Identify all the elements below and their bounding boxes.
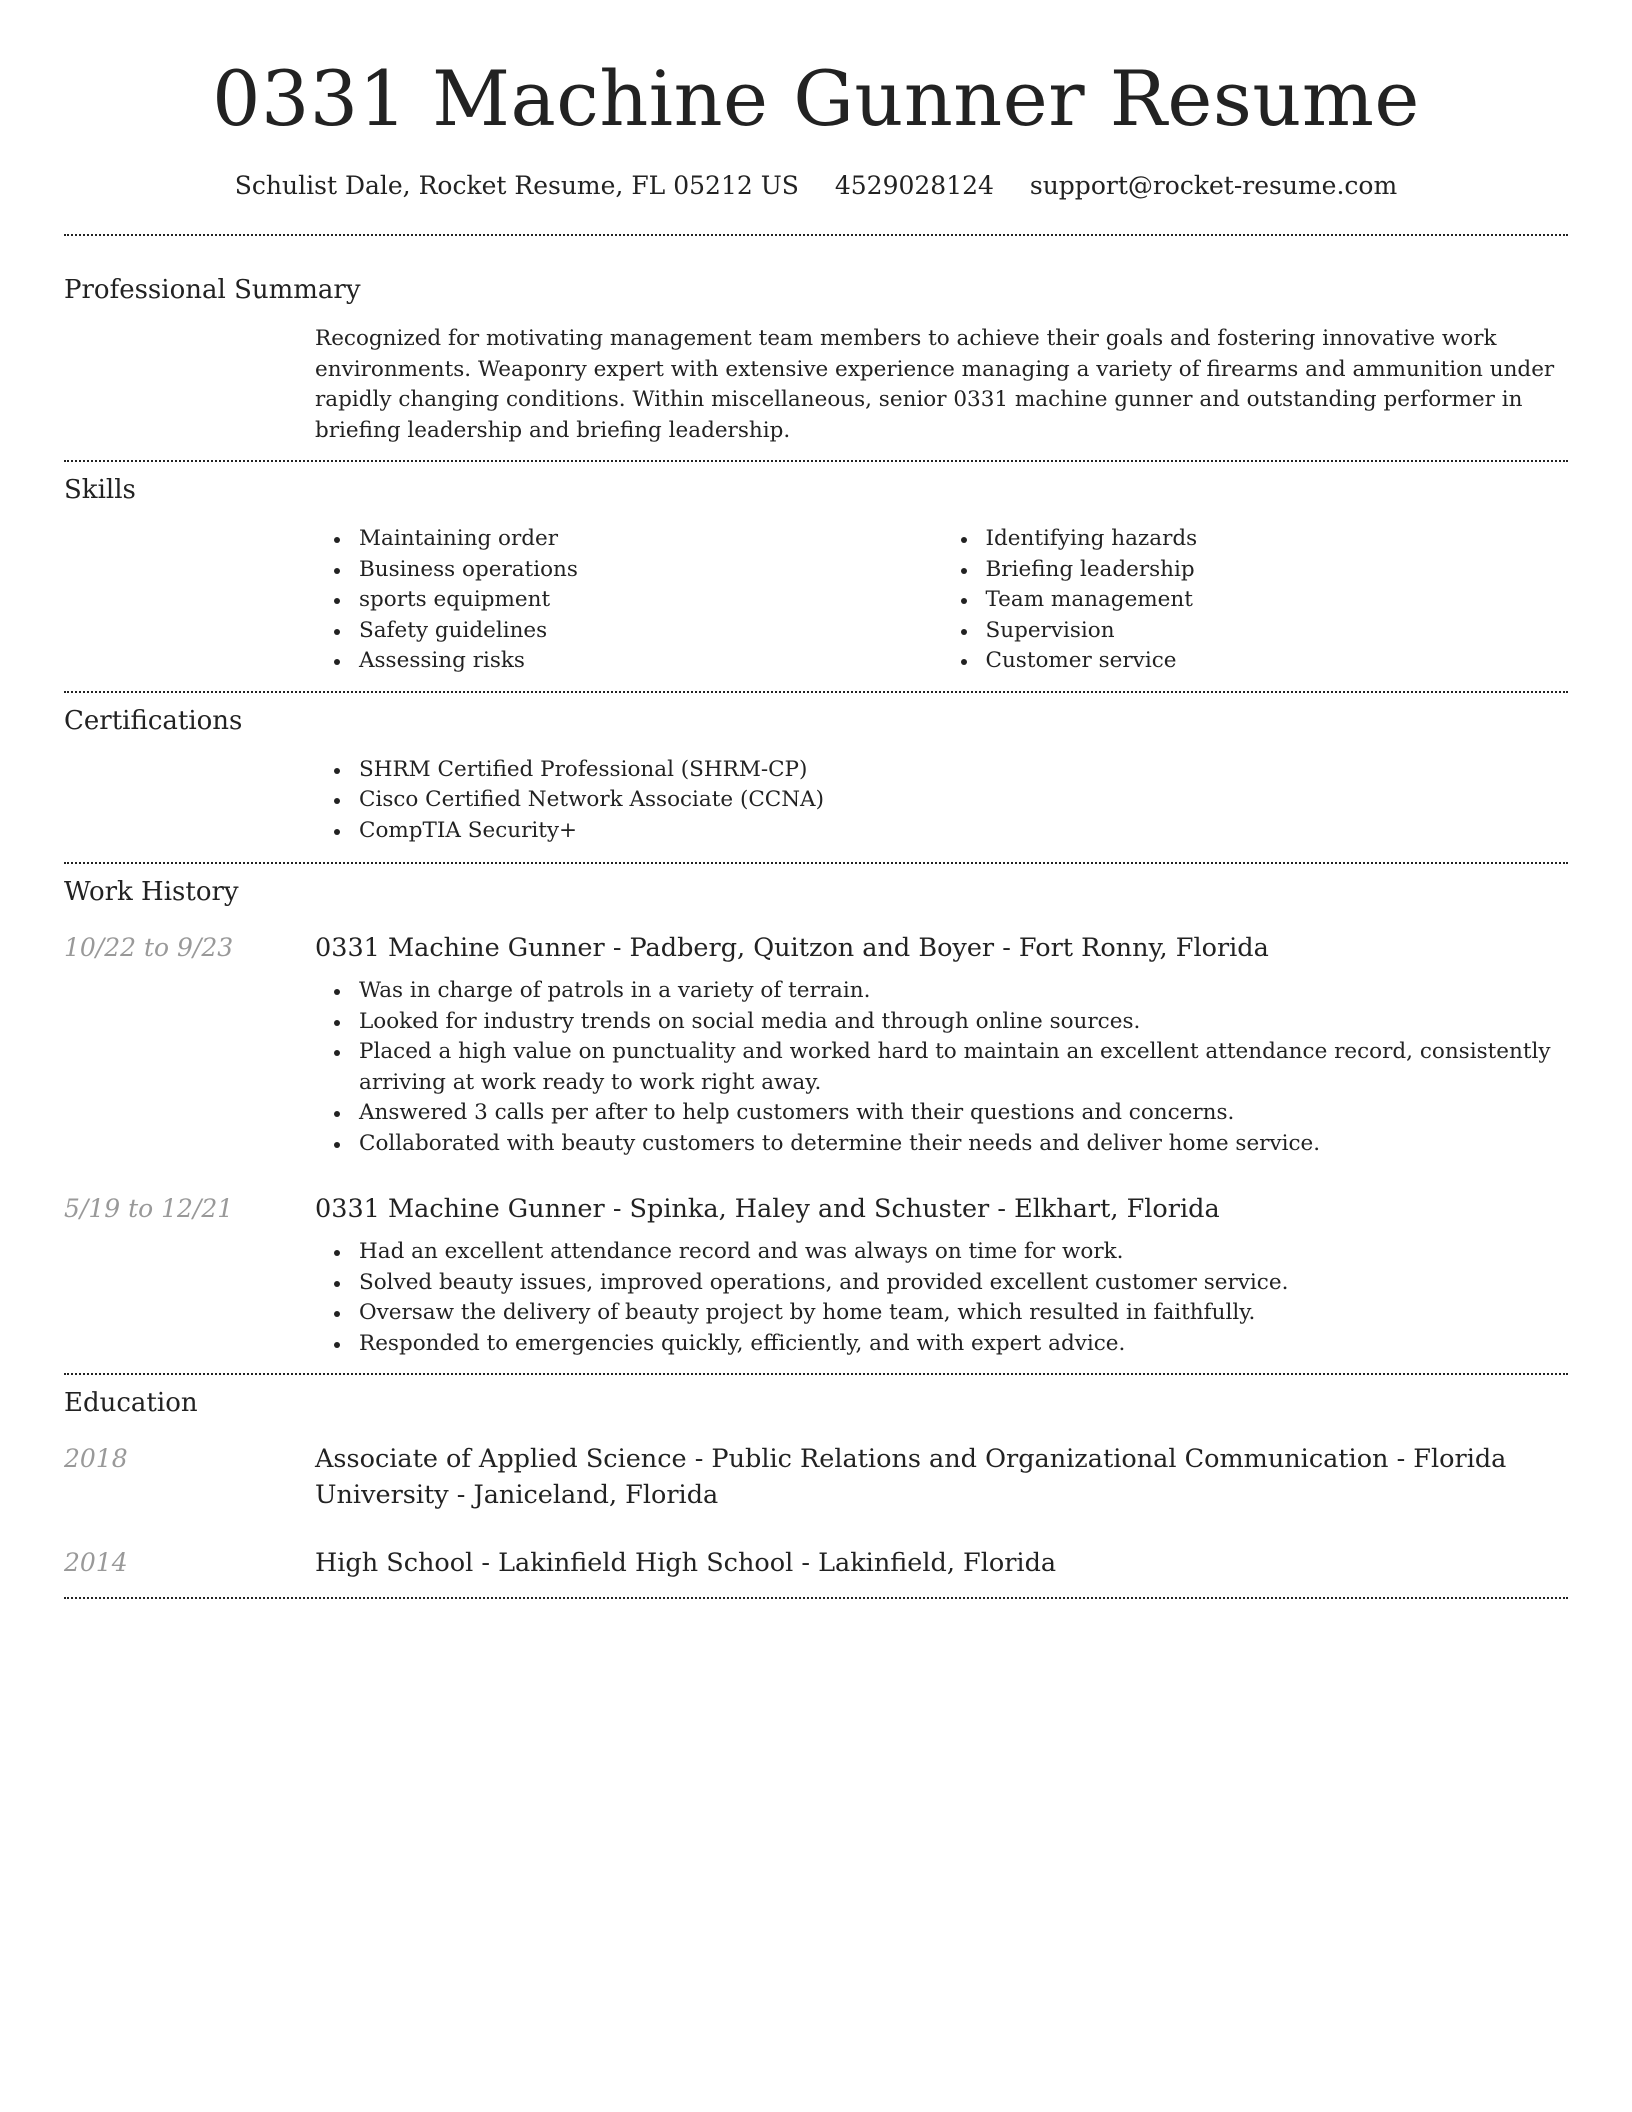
list-item: Assessing risks — [359, 646, 942, 677]
school-detail: - Florida University - Janiceland, Florida — [315, 1444, 1507, 1510]
list-item: SHRM Certified Professional (SHRM-CP) — [359, 755, 1568, 786]
list-item: CompTIA Security+ — [359, 816, 1568, 847]
education-heading-line — [315, 1441, 1568, 1513]
work-entry — [64, 930, 1568, 1159]
summary-heading: Professional Summary — [64, 275, 361, 305]
education-heading-line — [315, 1545, 1568, 1581]
section-divider — [64, 1597, 1568, 1599]
skills-list-right — [942, 524, 1569, 677]
certifications-heading: Certifications — [64, 705, 243, 736]
list-item: Supervision — [986, 616, 1569, 647]
education-entry — [64, 1545, 1568, 1581]
degree-title: High School - Lakinfield High School — [315, 1548, 794, 1578]
job-employer: - Padberg, Quitzon and Boyer - Fort Ronny, Florida — [604, 933, 1269, 963]
job-employer: - Spinka, Haley and Schuster - Elkhart, Florida — [604, 1194, 1220, 1224]
certifications-list-wrap — [315, 755, 1568, 847]
list-item: Was in charge of patrols in a variety of terrain. — [359, 976, 1568, 1007]
certifications-section — [64, 693, 1568, 847]
education-heading: Education — [64, 1388, 198, 1418]
skills-list-left — [315, 524, 942, 677]
job-bullets — [315, 1237, 1568, 1359]
degree-title: Associate of Applied Science - Public Relations and Organizational Communication — [315, 1444, 1389, 1474]
education-entry — [64, 1441, 1568, 1513]
work-entry-main — [315, 930, 1568, 1159]
work-heading-line — [315, 930, 1568, 966]
skills-heading: Skills — [64, 475, 136, 505]
work-heading: Work History — [64, 877, 239, 907]
contact-phone: 4529028124 — [834, 171, 994, 200]
list-item: Briefing leadership — [986, 555, 1569, 586]
list-item: Answered 3 calls per after to help customers with their questions and concerns. — [359, 1098, 1568, 1129]
list-item: Collaborated with beauty customers to determine their needs and deliver home service. — [359, 1129, 1568, 1160]
list-item: Solved beauty issues, improved operations, and provided excellent customer service. — [359, 1268, 1568, 1299]
list-item: Identifying hazards — [986, 524, 1569, 555]
skills-grid — [315, 524, 1568, 677]
job-title: 0331 Machine Gunner — [315, 933, 605, 963]
job-bullets — [315, 976, 1568, 1159]
summary-section — [64, 236, 1568, 446]
school-detail: - Lakinfield, Florida — [793, 1548, 1057, 1578]
list-item: Maintaining order — [359, 524, 942, 555]
education-section — [64, 1375, 1568, 1581]
list-item: Safety guidelines — [359, 616, 942, 647]
work-heading-line — [315, 1191, 1568, 1227]
work-entry-main — [315, 1191, 1568, 1359]
contact-address: Schulist Dale, Rocket Resume, FL 05212 US — [234, 171, 799, 200]
list-item: sports equipment — [359, 585, 942, 616]
education-year: 2018 — [64, 1444, 128, 1473]
list-item: Business operations — [359, 555, 942, 586]
resume-page — [64, 0, 1568, 1599]
certifications-list — [315, 755, 1568, 847]
work-dates: 5/19 to 12/21 — [64, 1194, 234, 1223]
work-section — [64, 864, 1568, 1359]
work-entry — [64, 1191, 1568, 1359]
list-item: Customer service — [986, 646, 1569, 677]
list-item: Had an excellent attendance record and was always on time for work. — [359, 1237, 1568, 1268]
summary-text: Recognized for motivating management team members to achieve their goals and fostering innovative work environments. Weaponry expert with extensive experience managing a variety of firearms and ammunition under rapidly changing conditions. Within miscellaneous, senior 0331 machine gunner and outstanding performer in briefing leadership and briefing leadership. — [315, 326, 1555, 443]
contact-line — [64, 168, 1568, 204]
resume-title: 0331 Machine Gunner Resume — [212, 54, 1420, 143]
work-dates: 10/22 to 9/23 — [64, 933, 234, 962]
list-item: Team management — [986, 585, 1569, 616]
skills-section — [64, 462, 1568, 677]
list-item: Cisco Certified Network Associate (CCNA) — [359, 785, 1568, 816]
list-item: Placed a high value on punctuality and worked hard to maintain an excellent attendance record, consistently arriving at work ready to work right away. — [359, 1037, 1568, 1098]
education-year: 2014 — [64, 1548, 128, 1577]
list-item: Oversaw the delivery of beauty project by home team, which resulted in faithfully. — [359, 1298, 1568, 1329]
list-item: Looked for industry trends on social media and through online sources. — [359, 1007, 1568, 1038]
list-item: Responded to emergencies quickly, efficiently, and with expert advice. — [359, 1329, 1568, 1360]
contact-email: support@rocket-resume.com — [1029, 171, 1398, 200]
job-title: 0331 Machine Gunner — [315, 1194, 605, 1224]
